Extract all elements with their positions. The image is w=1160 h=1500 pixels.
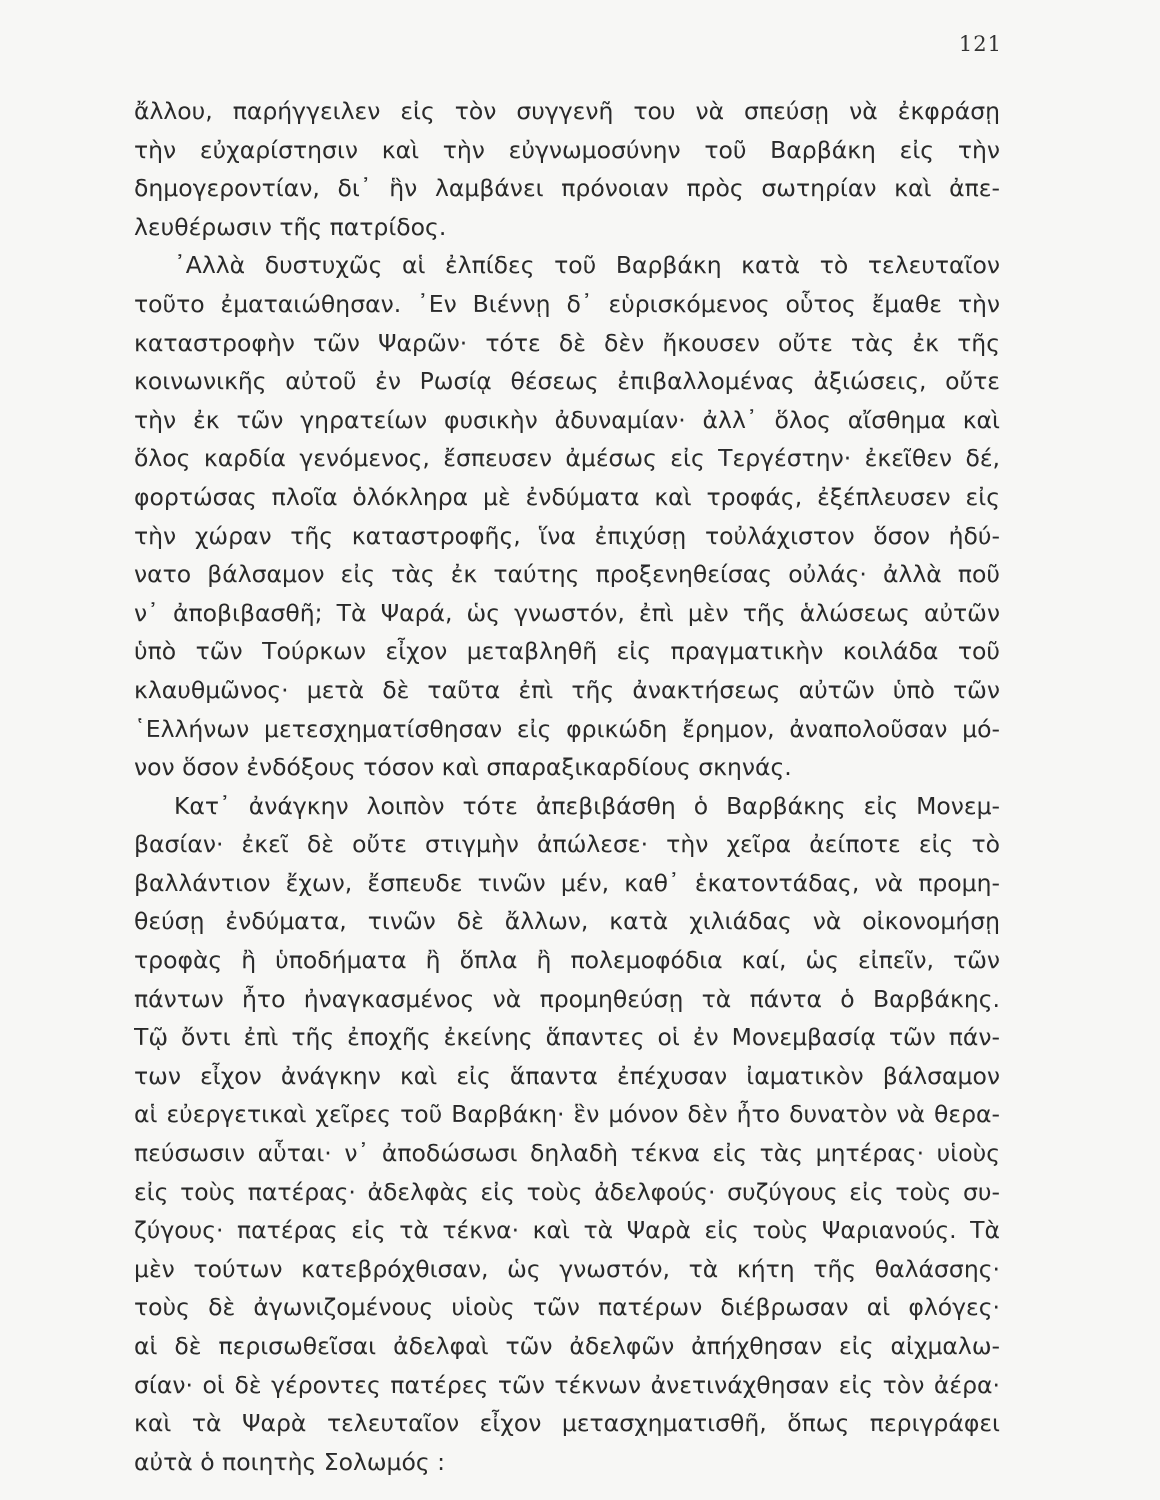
text-line: ῾Ελλήνων μετεσχηματίσθησαν εἰς φρικώδη ἔρημον, ἀναπολοῦσαν μό- xyxy=(134,714,1000,743)
text-line: λευθέρωσιν τῆς πατρίδος. xyxy=(134,212,447,241)
text-line: πεύσωσιν αὗται· ν᾽ ἀποδώσωσι δηλαδὴ τέκνα εἰς τὰς μητέρας· υἱοὺς xyxy=(134,1139,1000,1168)
text-line: ᾿Αλλὰ δυστυχῶς αἱ ἐλπίδες τοῦ Βαρβάκη κατὰ τὸ τελευταῖον xyxy=(174,251,1000,280)
text-line: αἱ δὲ περισωθεῖσαι ἀδελφαὶ τῶν ἀδελφῶν ἀπήχθησαν εἰς αἰχμαλω- xyxy=(134,1332,1000,1360)
text-line: ζύγους· πατέρας εἰς τὰ τέκνα· καὶ τὰ Ψαρὰ εἰς τοὺς Ψαριανούς. Τὰ xyxy=(134,1216,1000,1245)
text-line: καταστροφὴν τῶν Ψαρῶν· τότε δὲ δὲν ἤκουσεν οὔτε τὰς ἐκ τῆς xyxy=(134,328,1000,357)
text-line: αἱ εὐεργετικαὶ χεῖρες τοῦ Βαρβάκη· ἓν μόνον δὲν ἦτο δυνατὸν νὰ θερα- xyxy=(134,1100,1000,1129)
text-line: βαλλάντιον ἔχων, ἔσπευδε τινῶν μέν, καθ᾽ ἑκατοντάδας, νὰ προμη- xyxy=(134,868,1000,897)
text-line: εἰς τοὺς πατέρας· ἀδελφὰς εἰς τοὺς ἀδελφούς· συζύγους εἰς τοὺς συ- xyxy=(134,1177,1000,1206)
text-line: τὴν εὐχαρίστησιν καὶ τὴν εὐγνωμοσύνην τοῦ Βαρβάκη εἰς τὴν xyxy=(134,135,1000,164)
text-line: καὶ τὰ Ψαρὰ τελευταῖον εἶχον μετασχηματισθῆ, ὅπως περιγράφει xyxy=(134,1409,1000,1438)
text-line: ὅλος καρδία γενόμενος, ἔσπευσεν ἀμέσως εἰς Τεργέστην· ἐκεῖθεν δέ, xyxy=(134,444,1000,473)
text-line: πάντων ἦτο ἠναγκασμένος νὰ προμηθεύσῃ τὰ πάντα ὁ Βαρβάκης. xyxy=(134,984,1000,1013)
text-line: σίαν· οἱ δὲ γέροντες πατέρες τῶν τέκνων ἀνετινάχθησαν εἰς τὸν ἀέρα· xyxy=(134,1370,1000,1399)
text-line: κοινωνικῆς αὐτοῦ ἐν Ρωσίᾳ θέσεως ἐπιβαλλομένας ἀξιώσεις, οὔτε xyxy=(134,367,1000,396)
text-line: νατο βάλσαμον εἰς τὰς ἐκ ταύτης προξενηθείσας οὐλάς· ἀλλὰ ποῦ xyxy=(134,560,1000,589)
body-text xyxy=(134,92,1000,1481)
text-line: τὴν χώραν τῆς καταστροφῆς, ἵνα ἐπιχύσῃ τοὐλάχιστον ὅσον ἠδύ- xyxy=(134,521,1000,550)
text-line: τὴν ἐκ τῶν γηρατείων φυσικὴν ἀδυναμίαν· ἀλλ᾽ ὅλος αἴσθημα καὶ xyxy=(134,405,1000,434)
text-line: νον ὅσον ἐνδόξους τόσον καὶ σπαραξικαρδίους σκηνάς. xyxy=(134,753,792,782)
text-line: Τῷ ὄντι ἐπὶ τῆς ἐποχῆς ἐκείνης ἅπαντες οἱ ἐν Μονεμβασίᾳ τῶν πάν- xyxy=(134,1023,1000,1052)
text-line: βασίαν· ἐκεῖ δὲ οὔτε στιγμὴν ἀπώλεσε· τὴν χεῖρα ἀείποτε εἰς τὸ xyxy=(134,830,1000,859)
text-line: δημογεροντίαν, δι᾽ ἣν λαμβάνει πρόνοιαν πρὸς σωτηρίαν καὶ ἀπε- xyxy=(134,174,1000,203)
text-line: κλαυθμῶνος· μετὰ δὲ ταῦτα ἐπὶ τῆς ἀνακτήσεως αὐτῶν ὑπὸ τῶν xyxy=(134,675,1000,704)
page-number: 121 xyxy=(958,32,1002,56)
text-line: τοῦτο ἐματαιώθησαν. ᾿Εν Βιέννῃ δ᾽ εὑρισκόμενος οὗτος ἔμαθε τὴν xyxy=(134,289,1000,318)
text-line: ὑπὸ τῶν Τούρκων εἶχον μεταβληθῆ εἰς πραγματικὴν κοιλάδα τοῦ xyxy=(134,637,1000,666)
text-line: θεύσῃ ἐνδύματα, τινῶν δὲ ἄλλων, κατὰ χιλιάδας νὰ οἰκονομήσῃ xyxy=(134,907,1000,936)
text-line: τροφὰς ἢ ὑποδήματα ἢ ὅπλα ἢ πολεμοφόδια καί, ὡς εἰπεῖν, τῶν xyxy=(134,946,1000,975)
text-line: τοὺς δὲ ἀγωνιζομένους υἱοὺς τῶν πατέρων διέβρωσαν αἱ φλόγες· xyxy=(134,1293,1000,1322)
text-line: ἄλλου, παρήγγειλεν εἰς τὸν συγγενῆ του νὰ σπεύσῃ νὰ ἐκφράσῃ xyxy=(134,97,1000,125)
text-line: των εἶχον ἀνάγκην καὶ εἰς ἅπαντα ἐπέχυσαν ἰαματικὸν βάλσαμον xyxy=(134,1061,1000,1090)
text-line: Κατ᾽ ἀνάγκην λοιπὸν τότε ἀπεβιβάσθη ὁ Βαρβάκης εἰς Μονεμ- xyxy=(174,791,1000,820)
text-line: αὐτὰ ὁ ποιητὴς Σολωμός : xyxy=(134,1447,446,1476)
text-line: μὲν τούτων κατεβρόχθισαν, ὡς γνωστόν, τὰ κήτη τῆς θαλάσσης· xyxy=(134,1254,1000,1283)
text-line: φορτώσας πλοῖα ὁλόκληρα μὲ ἐνδύματα καὶ τροφάς, ἐξέπλευσεν εἰς xyxy=(134,482,1000,511)
text-line: ν᾽ ἀποβιβασθῆ; Τὰ Ψαρά, ὡς γνωστόν, ἐπὶ μὲν τῆς ἁλώσεως αὐτῶν xyxy=(134,598,1000,627)
